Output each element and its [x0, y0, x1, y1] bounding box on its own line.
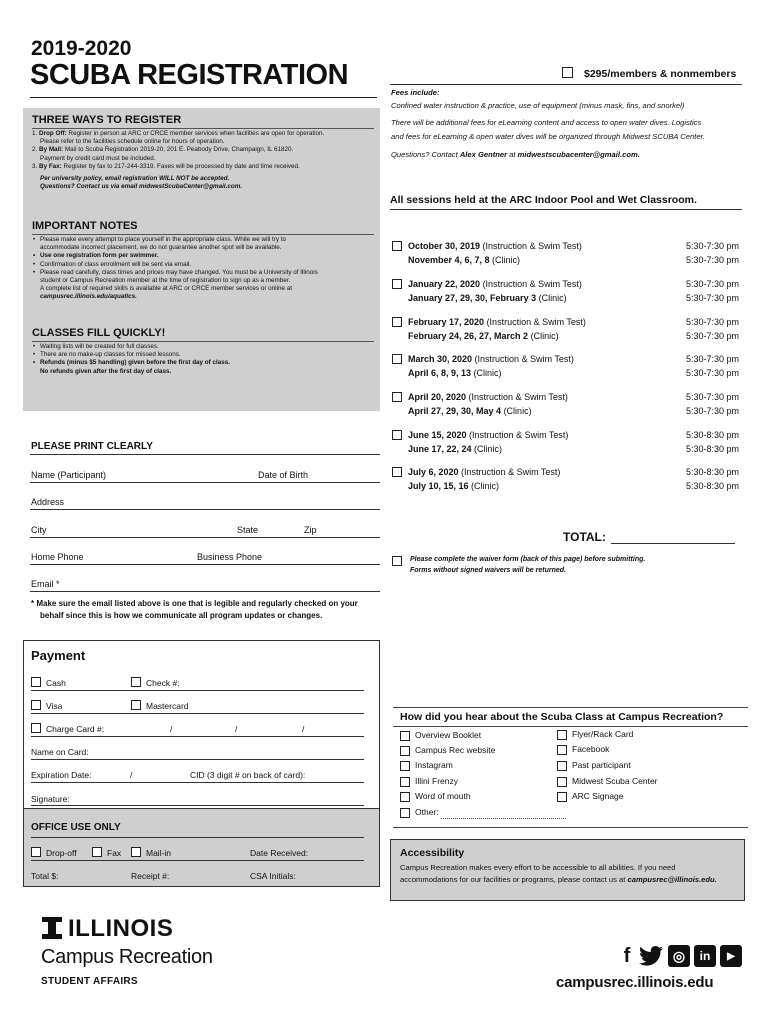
access-email[interactable]: campusrec@illinois.edu. [627, 875, 717, 884]
session-note: (Clinic) [536, 293, 567, 303]
accessibility-text-2 [400, 875, 745, 884]
accessibility-panel [390, 839, 745, 901]
hear-checkbox[interactable] [400, 746, 410, 756]
class-note: • Refunds (minus $5 handling) given before the first day of class. [32, 359, 377, 367]
phone-field[interactable] [30, 564, 380, 565]
session-date: February 24, 26, 27, March 2 [408, 331, 529, 341]
fees-p2a: There will be additional fees for eLearning content and access to open water dives. Logistics [391, 118, 702, 127]
session-note: (Clinic) [471, 368, 502, 378]
session-time: 5:30-7:30 pm [685, 293, 739, 303]
item-text-2: Please refer to the facilities schedule online for hours of operation. [40, 138, 225, 146]
name-label: Name (Participant) [31, 470, 107, 480]
office-heading-rule [31, 837, 364, 838]
access-pre: accommodations for our facilities or programs, please contact us at [400, 875, 628, 884]
session-date: April 20, 2020 [408, 392, 467, 402]
hear-label: Facebook [572, 744, 610, 754]
session-line-1 [408, 352, 574, 366]
item-bold: Drop Off: [39, 130, 67, 137]
fee-divider [390, 84, 742, 85]
email-field[interactable] [30, 591, 380, 592]
session-note: (Instruction & Swim Test) [472, 354, 574, 364]
card-number-field[interactable] [31, 736, 364, 737]
office-row-rule [31, 860, 364, 861]
session-checkbox[interactable] [392, 317, 402, 327]
payment-heading: Payment [31, 648, 86, 663]
cash-checkbox[interactable] [31, 677, 41, 687]
register-divider [32, 128, 374, 129]
hear-label: Campus Rec website [415, 745, 496, 755]
illinois-block-i-logo [42, 917, 62, 941]
hear-checkbox[interactable] [557, 792, 567, 802]
classes-heading: CLASSES FILL QUICKLY! [32, 327, 166, 339]
card-slash-1: / [170, 724, 173, 734]
session-time: 5:30-8:30 pm [685, 481, 739, 491]
session-time: 5:30-7:30 pm [685, 368, 739, 378]
office-use-panel [23, 809, 380, 887]
hear-option[interactable] [557, 760, 631, 771]
session-note: (Instruction & Swim Test) [466, 392, 568, 402]
name-on-card-label: Name on Card: [31, 747, 89, 757]
item-text-2: Payment by credit card must be included. [40, 154, 156, 162]
hear-option[interactable] [400, 760, 453, 771]
twitter-bird-icon [639, 946, 663, 966]
dropoff-label: Drop-off [46, 848, 77, 858]
session-time: 5:30-8:30 pm [685, 430, 739, 440]
note-item-cont: student or Campus Recreation member at the time of registration to sign up as a member. [40, 277, 291, 285]
hear-label: Overview Booklet [415, 730, 482, 740]
contact-name: Alex Gentner [459, 150, 508, 159]
total-dollars-label: Total $: [31, 871, 59, 881]
hear-checkbox[interactable] [400, 731, 410, 741]
register-heading: THREE WAYS TO REGISTER [32, 114, 182, 126]
session-line-2 [408, 442, 502, 456]
receipt-label: Receipt #: [131, 871, 170, 881]
contact-email[interactable]: midwestscubacenter@gmail.com. [517, 150, 640, 159]
session-date: April 6, 8, 9, 13 [408, 368, 472, 378]
signature-field[interactable] [31, 805, 364, 806]
card-type-rule [31, 713, 364, 714]
total-field[interactable] [611, 543, 735, 544]
accessibility-heading: Accessibility [400, 847, 465, 859]
youtube-icon[interactable]: ▶ [720, 945, 742, 967]
session-time: 5:30-7:30 pm [685, 331, 739, 341]
dob-label: Date of Birth [258, 470, 309, 480]
session-note: (Instruction & Swim Test) [480, 241, 582, 251]
session-time: 5:30-7:30 pm [685, 241, 739, 251]
charge-checkbox[interactable] [31, 723, 41, 733]
notes-heading: IMPORTANT NOTES [32, 220, 138, 232]
session-line-2 [408, 329, 559, 343]
session-time: 5:30-7:30 pm [685, 279, 739, 289]
session-date: October 30, 2019 [408, 241, 481, 251]
sessions-divider [390, 209, 742, 210]
name-field[interactable] [30, 482, 380, 483]
name-on-card-field[interactable] [31, 759, 364, 760]
session-date: July 10, 15, 16 [408, 481, 469, 491]
register-list [32, 130, 377, 191]
visa-checkbox[interactable] [31, 700, 41, 710]
hear-checkbox[interactable] [400, 808, 410, 818]
item-bold: By Mail: [39, 146, 64, 154]
session-note: (Instruction & Swim Test) [484, 317, 586, 327]
session-line-1 [408, 239, 582, 253]
info-panel [23, 108, 380, 411]
accessibility-text-1: Campus Recreation makes every effort to be accessible to all abilities. If you need [400, 863, 676, 872]
illinois-wordmark: ILLINOIS [68, 915, 174, 942]
item-number: 3. [32, 162, 38, 170]
hear-option[interactable] [400, 776, 458, 787]
aquatics-link[interactable]: campusrec.illinois.edu/aquatics. [40, 293, 137, 301]
hear-bottom-rule [393, 827, 748, 828]
session-checkbox[interactable] [392, 392, 402, 402]
sessions-heading: All sessions held at the ARC Indoor Pool and Wet Classroom. [390, 194, 697, 206]
session-date: June 17, 22, 24 [408, 444, 472, 454]
session-time: 5:30-7:30 pm [685, 406, 739, 416]
session-time: 5:30-7:30 pm [685, 317, 739, 327]
waiver-note-1: Please complete the waiver form (back of this page) before submitting. [410, 556, 646, 563]
hear-option[interactable] [557, 729, 633, 740]
hear-option[interactable] [400, 745, 495, 756]
hear-option[interactable] [400, 791, 471, 802]
fees-contact [391, 149, 751, 160]
expiration-field[interactable] [31, 782, 364, 783]
hear-option[interactable] [557, 791, 624, 802]
form-heading: PLEASE PRINT CLEARLY [31, 441, 153, 452]
session-checkbox[interactable] [392, 430, 402, 440]
session-line-1 [408, 428, 568, 442]
title-divider [30, 97, 377, 98]
charge-label: Charge Card #: [46, 724, 105, 734]
form-heading-rule [30, 454, 380, 455]
home-phone-label: Home Phone [31, 552, 84, 562]
hear-option[interactable] [557, 776, 658, 787]
session-date: July 6, 2020 [408, 467, 459, 477]
contact-mid: at [507, 150, 518, 159]
fax-label: Fax [107, 848, 122, 858]
item-number: 2. [32, 146, 38, 154]
session-note: (Clinic) [501, 406, 532, 416]
visa-label: Visa [46, 701, 63, 711]
total-label: TOTAL: [563, 530, 606, 544]
other-field[interactable] [441, 818, 566, 819]
student-affairs-label: STUDENT AFFAIRS [41, 976, 138, 987]
waiver-note-2: Forms without signed waivers will be returned. [410, 567, 566, 574]
notes-list [32, 236, 377, 302]
notes-divider [32, 234, 374, 235]
session-line-1 [408, 465, 560, 479]
website-link[interactable]: campusrec.illinois.edu [556, 974, 714, 991]
session-checkbox[interactable] [392, 354, 402, 364]
session-line-1 [408, 315, 586, 329]
fees-include-label: Fees include: [391, 88, 440, 97]
card-slash-2: / [235, 724, 238, 734]
session-date: January 27, 29, 30, February 3 [408, 293, 537, 303]
session-checkbox[interactable] [392, 241, 402, 251]
hear-checkbox[interactable] [557, 761, 567, 771]
session-note: (Clinic) [471, 444, 503, 454]
register-item-2 [32, 146, 377, 154]
policy-contact: Questions? Contact us via email midwestScubaCenter@gmail.com. [40, 183, 243, 191]
instagram-icon[interactable]: ◎ [668, 945, 690, 967]
session-line-1 [408, 390, 568, 404]
note-item: • Please make every attempt to place yourself in the appropriate class. While we will try to [32, 236, 377, 244]
email-label: Email * [31, 579, 60, 589]
classes-list [32, 343, 377, 376]
session-line-1 [408, 277, 582, 291]
session-line-2 [408, 253, 520, 267]
session-date: April 27, 29, 30, May 4 [408, 406, 502, 416]
hear-checkbox[interactable] [400, 761, 410, 771]
check-field[interactable] [31, 690, 364, 691]
check-checkbox[interactable] [131, 677, 141, 687]
email-note-2: behalf since this is how we communicate all program updates or changes. [40, 611, 323, 620]
fee-label: $295/members & nonmembers [584, 68, 737, 80]
csa-initials-label: CSA Initials: [250, 871, 296, 881]
business-phone-label: Business Phone [197, 552, 263, 562]
session-time: 5:30-7:30 pm [685, 255, 739, 265]
session-line-2 [408, 404, 532, 418]
session-time: 5:30-8:30 pm [685, 444, 739, 454]
hear-label: Word of mouth [415, 791, 471, 801]
session-date: June 15, 2020 [408, 430, 467, 440]
hear-heading-rule [393, 726, 748, 727]
state-label: State [237, 525, 259, 535]
linkedin-icon[interactable]: in [694, 945, 716, 967]
mastercard-checkbox[interactable] [131, 700, 141, 710]
note-item-cont: accommodate incorrect placement, we do not guarantee another spot will be available. [40, 244, 282, 252]
hear-option-other[interactable] [400, 807, 439, 818]
session-line-2 [408, 479, 499, 493]
hear-label: ARC Signage [572, 791, 624, 801]
session-line-2 [408, 366, 502, 380]
mailin-label: Mail-in [146, 848, 172, 858]
hear-checkbox[interactable] [557, 777, 567, 787]
hear-heading: How did you hear about the Scuba Class at Campus Recreation? [400, 711, 724, 723]
session-date: November 4, 6, 7, 8 [408, 255, 490, 265]
block-i-icon [42, 917, 62, 939]
waiver-checkbox[interactable] [392, 556, 402, 566]
item-number: 1. [32, 130, 38, 137]
fax-checkbox[interactable] [92, 847, 102, 857]
social-icons [620, 944, 742, 968]
hear-label: Illini Frenzy [415, 776, 458, 786]
item-text: Register in person at ARC or CRCE member services when facilities are open for operation. [68, 130, 325, 137]
session-note: (Instruction & Swim Test) [480, 279, 582, 289]
session-note: (Clinic) [528, 331, 559, 341]
session-note: (Instruction & Swim Test) [458, 467, 561, 477]
register-item-3 [32, 163, 377, 171]
contact-pre: Questions? Contact [391, 150, 460, 159]
item-text: Register by fax to 217-244-3319. Faxes will be processed by date and time received. [63, 162, 300, 170]
note-item: • Please read carefully, class times and prices may have changed. You must be a University of Illinois [32, 269, 377, 277]
session-date: January 22, 2020 [408, 279, 481, 289]
mastercard-label: Mastercard [146, 701, 189, 711]
hear-label: Midwest Scuba Center [572, 776, 658, 786]
address-field[interactable] [30, 509, 380, 510]
page-title: SCUBA REGISTRATION [30, 59, 349, 91]
cid-label: CID (3 digit # on back of card): [190, 770, 306, 780]
hear-checkbox[interactable] [557, 730, 567, 740]
session-note: (Clinic) [489, 255, 521, 265]
policy-note: Per university policy, email registration WILL NOT be accepted. [40, 175, 230, 183]
session-time: 5:30-7:30 pm [685, 392, 739, 402]
hear-top-rule [393, 707, 748, 708]
session-time: 5:30-7:30 pm [685, 354, 739, 364]
note-item-cont: A complete list of required skills is available at ARC or CRCE member services or online at [40, 285, 292, 293]
item-bold: By Fax: [39, 162, 62, 170]
fees-p1: Confined water instruction & practice, use of equipment (minus mask, fins, and snorkel) [391, 101, 685, 110]
class-note-cont: No refunds given after the first day of class. [40, 367, 172, 375]
hear-option[interactable] [557, 744, 609, 755]
hear-checkbox[interactable] [400, 792, 410, 802]
session-checkbox[interactable] [392, 467, 402, 477]
class-note: • Waiting lists will be created for full classes. [32, 343, 377, 351]
check-label: Check #: [146, 678, 180, 688]
dropoff-checkbox[interactable] [31, 847, 41, 857]
session-date: February 17, 2020 [408, 317, 485, 327]
classes-divider [32, 341, 374, 342]
campus-recreation-wordmark: Campus Recreation [41, 946, 213, 968]
hear-label: Other: [415, 807, 439, 817]
expiration-slash: / [130, 770, 133, 780]
session-checkbox[interactable] [392, 279, 402, 289]
session-time: 5:30-8:30 pm [685, 467, 739, 477]
office-heading: OFFICE USE ONLY [31, 822, 121, 833]
hear-label: Instagram [415, 760, 453, 770]
hear-checkbox[interactable] [400, 777, 410, 787]
expiration-label: Expiration Date: [31, 770, 92, 780]
session-note: (Instruction & Swim Test) [466, 430, 569, 440]
cash-label: Cash [46, 678, 66, 688]
zip-label: Zip [304, 525, 317, 535]
email-note-1: * Make sure the email listed above is one that is legible and regularly checked on your [31, 599, 358, 608]
note-item: • Confirmation of class enrollment will be sent via email. [32, 261, 377, 269]
register-item-1 [32, 130, 377, 138]
fee-checkbox[interactable] [562, 67, 573, 78]
hear-label: Flyer/Rack Card [572, 729, 634, 739]
facebook-icon[interactable]: f [623, 944, 631, 967]
class-note: • There are no make-up classes for missed lessons. [32, 351, 377, 359]
signature-label: Signature: [31, 794, 70, 804]
hear-checkbox[interactable] [557, 745, 567, 755]
date-received-label: Date Received: [250, 848, 309, 858]
fees-p2b: and fees for eLearning & open water dives will be organized through Midwest SCUBA Center. [391, 132, 705, 141]
session-note: (Clinic) [468, 481, 500, 491]
mailin-checkbox[interactable] [131, 847, 141, 857]
hear-label: Past participant [572, 760, 631, 770]
hear-option[interactable] [400, 730, 481, 741]
twitter-icon[interactable] [638, 945, 664, 967]
session-date: March 30, 2020 [408, 354, 473, 364]
city-field[interactable] [30, 537, 380, 538]
address-label: Address [31, 497, 65, 507]
year-heading: 2019-2020 [31, 37, 132, 60]
payment-panel [23, 640, 380, 809]
item-text: Mail to Scuba Registration 2019-20, 201 E. Peabody Drive, Champaign, IL 61820. [64, 146, 294, 154]
card-slash-3: / [302, 724, 305, 734]
city-label: City [31, 525, 47, 535]
note-item: • Use one registration form per swimmer. [32, 252, 377, 260]
session-line-2 [408, 291, 567, 305]
